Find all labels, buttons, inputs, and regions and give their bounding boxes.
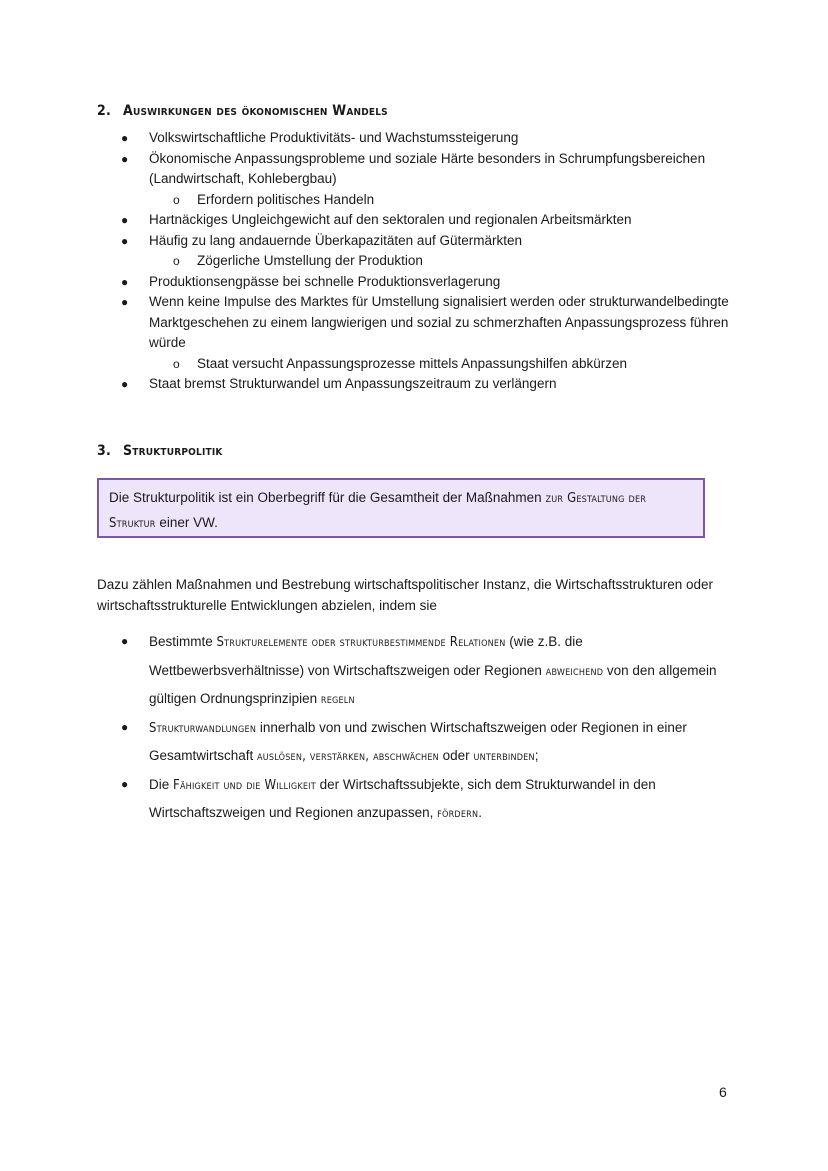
list-item: ● Produktionsengpässe bei schnelle Produktionsverlagerung bbox=[121, 272, 733, 293]
emphasis-text: Fähigkeit und die Willigkeit bbox=[173, 777, 316, 793]
emphasis-text: Strukturelemente oder strukturbestimmende Relationen bbox=[216, 635, 506, 650]
sub-bullet-icon: o bbox=[173, 192, 180, 207]
bullet-icon: ● bbox=[121, 213, 129, 227]
list-item: ● Staat bremst Strukturwandel um Anpassungszeitraum zu verlängern bbox=[121, 374, 733, 395]
bullet-icon: ● bbox=[121, 295, 129, 309]
bullet-icon: ● bbox=[121, 776, 129, 791]
section-3-number: 3. bbox=[97, 443, 111, 459]
section-2-heading bbox=[97, 103, 388, 119]
sub-list-item: o Erfordern politisches Handeln bbox=[121, 190, 733, 211]
section-3-heading bbox=[97, 443, 223, 459]
intro-paragraph: Dazu zählen Maßnahmen und Bestrebung wirtschaftspolitischer Instanz, die Wirtschaftsstrukturen oder wirtschaftsstrukturelle Entwicklungen abzielen, indem sie bbox=[97, 577, 714, 613]
section-3-title: Strukturpolitik bbox=[123, 443, 223, 459]
emphasis-text: zur Gestaltung der Struktur bbox=[109, 491, 647, 531]
list-item: ● Häufig zu lang andauernde Überkapazitäten auf Gütermärkten bbox=[121, 231, 733, 252]
sub-list-item: o Staat versucht Anpassungsprozesse mittels Anpassungshilfen abkürzen bbox=[121, 354, 733, 375]
emphasis-text: unterbinden bbox=[473, 749, 535, 764]
page-number: 6 bbox=[719, 1084, 727, 1100]
bullet-icon: ● bbox=[121, 131, 129, 145]
section-2-list bbox=[121, 128, 733, 395]
bullet-icon: ● bbox=[121, 274, 129, 289]
bullet-icon: ● bbox=[121, 719, 129, 734]
section-2-title: Auswirkungen des ökonomischen Wandels bbox=[123, 103, 388, 119]
section-2-number: 2. bbox=[97, 103, 111, 119]
sub-list-item: o Zögerliche Umstellung der Produktion bbox=[121, 251, 733, 272]
list-item: ● Die Fähigkeit und die Willigkeit der Wirtschaftssubjekte, sich dem Strukturwandel in den Wirtschaftszweigen und Regionen anzupassen, fördern. bbox=[121, 771, 731, 828]
sub-bullet-icon: o bbox=[173, 254, 180, 268]
emphasis-text: Strukturwandlungen bbox=[149, 720, 257, 736]
emphasis-text: auslösen, verstärken, abschwächen bbox=[257, 749, 439, 764]
list-item: ● Bestimmte Strukturelemente oder strukturbestimmende Relationen (wie z.B. die Wettbewerbsverhältnisse) von Wirtschaftszweigen oder Regionen abweichend von den allgemein gültigen Ordnungsprinzipien regeln bbox=[121, 628, 731, 714]
list-item: ● Strukturwandlungen innerhalb von und zwischen Wirtschaftszweigen oder Regionen in einer Gesamtwirtschaft auslösen, verstärken, abschwächen oder unterbinden; bbox=[121, 714, 731, 771]
emphasis-text: fördern bbox=[437, 806, 479, 821]
bullet-icon: ● bbox=[121, 377, 129, 391]
list-item: ● Ökonomische Anpassungsprobleme und soziale Härte besonders in Schrumpfungsbereichen (Landwirtschaft, Kohlebergbau) bbox=[121, 150, 706, 186]
emphasis-text: abweichend bbox=[545, 663, 604, 679]
definition-box: Die Strukturpolitik ist ein Oberbegriff für die Gesamtheit der Maßnahmen zur Gestaltung der Struktur einer VW. bbox=[97, 478, 705, 538]
emphasis-text: regeln bbox=[320, 692, 355, 707]
bullet-icon: ● bbox=[121, 634, 129, 648]
list-item: ● Wenn keine Impulse des Marktes für Umstellung signalisiert werden oder strukturwandelbedingte Marktgeschehen zu einem langwierigen und sozial zu schmerzhaften Anpassungsprozess führen würde bbox=[121, 294, 729, 350]
section-3-list bbox=[121, 628, 731, 828]
bullet-icon: ● bbox=[121, 151, 129, 166]
list-item: ● Hartnäckiges Ungleichgewicht auf den sektoralen und regionalen Arbeitsmärkten bbox=[121, 210, 733, 231]
sub-bullet-icon: o bbox=[173, 356, 180, 371]
bullet-icon: ● bbox=[121, 233, 129, 248]
list-item: ● Volkswirtschaftliche Produktivitäts- und Wachstumssteigerung bbox=[121, 128, 733, 149]
